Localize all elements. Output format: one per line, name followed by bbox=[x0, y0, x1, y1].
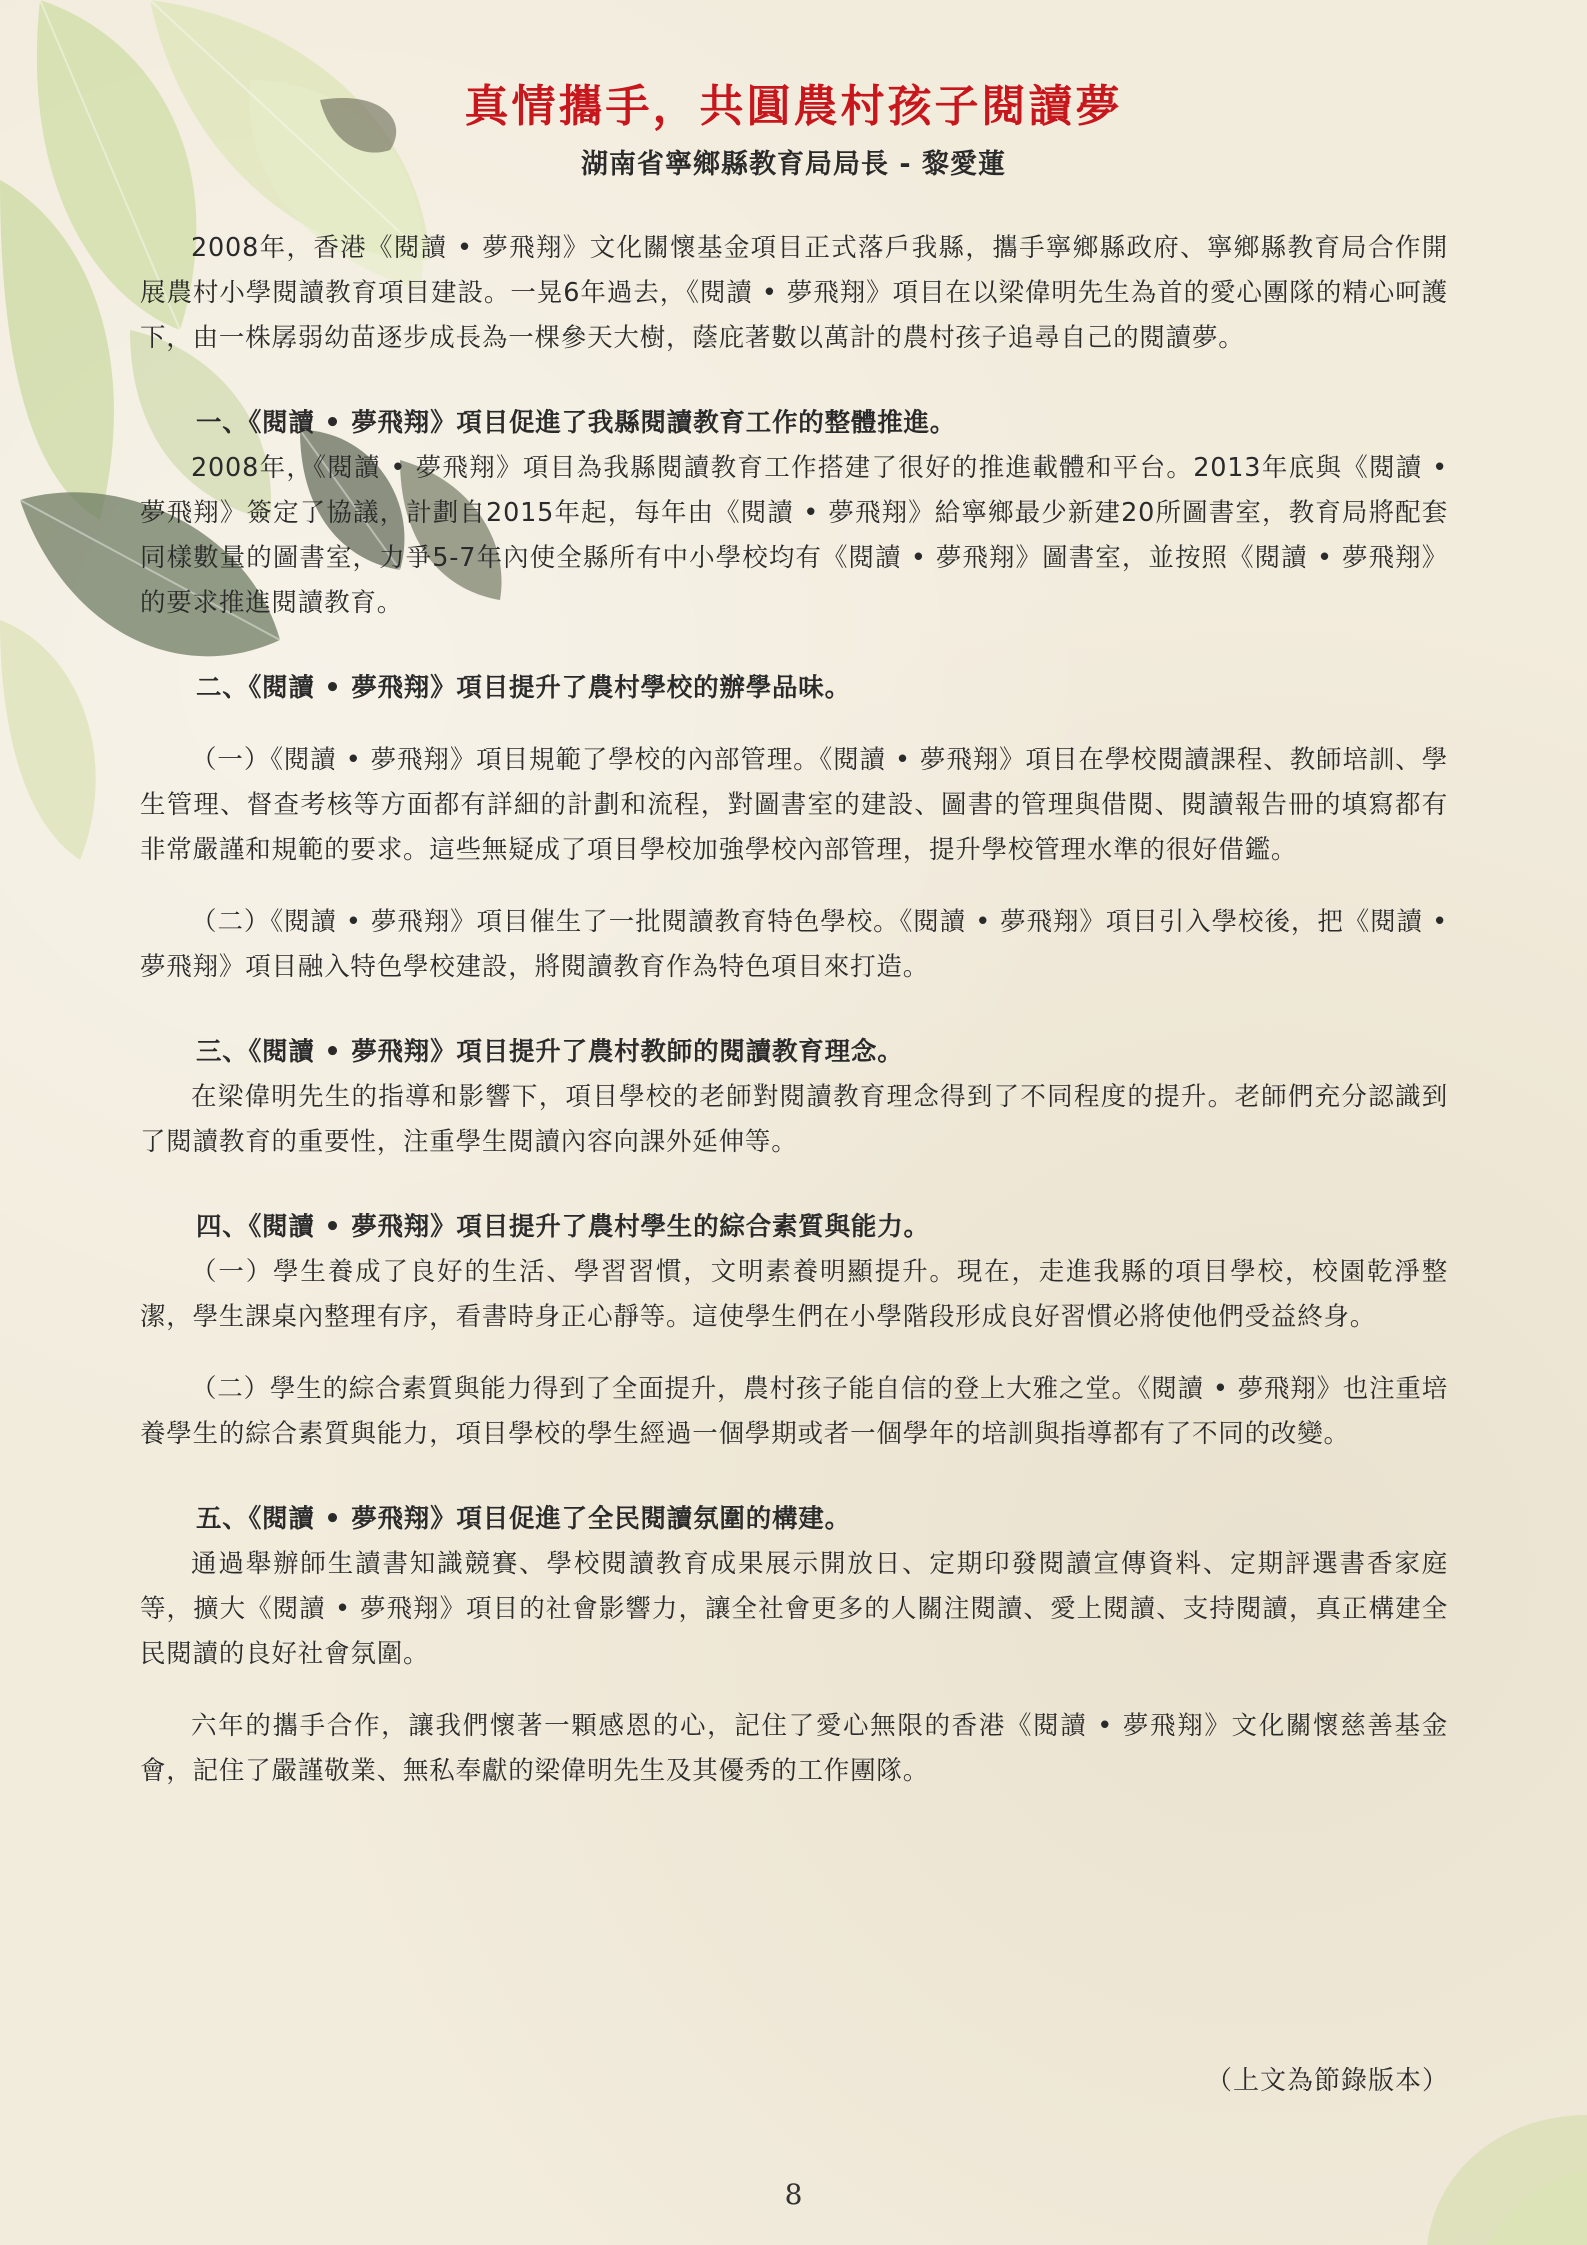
author-line: 湖南省寧鄉縣教育局局長 - 黎愛蓮 bbox=[580, 149, 1006, 180]
section-3-paragraph-1: 在梁偉明先生的指導和影響下，項目學校的老師對閱讀教育理念得到了不同程度的提升。老師們充分認識到了閱讀教育的重要性，注重學生閱讀內容向課外延伸等。 bbox=[140, 1082, 1448, 1157]
article-body bbox=[140, 226, 1448, 1794]
section-5-paragraph-1: 通過舉辦師生讀書知識競賽、學校閱讀教育成果展示開放日、定期印發閱讀宣傳資料、定期評選書香家庭等，擴大《閱讀 • 夢飛翔》項目的社會影響力，讓全社會更多的人關注閱讀、愛上閱讀、支持閱讀，真正構建全民閱讀的良好社會氛圍。 bbox=[140, 1549, 1448, 1669]
section-1-heading: 一、《閱讀 • 夢飛翔》項目促進了我縣閱讀教育工作的整體推進。 bbox=[196, 408, 957, 438]
intro-paragraph: 2008年，香港《閱讀 • 夢飛翔》文化關懷基金項目正式落戶我縣，攜手寧鄉縣政府、寧鄉縣教育局合作開展農村小學閱讀教育項目建設。一晃6年過去，《閱讀 • 夢飛翔》項目在以梁偉明先生為首的愛心團隊的精心呵護下，由一株孱弱幼苗逐步成長為一棵參天大樹，蔭庇著數以萬計的農村孩子追尋自己的閱讀夢。 bbox=[140, 233, 1448, 353]
section-4-heading: 四、《閱讀 • 夢飛翔》項目提升了農村學生的綜合素質與能力。 bbox=[196, 1212, 930, 1242]
page-number: 8 bbox=[784, 2178, 803, 2211]
page-title: 真情攜手，共圓農村孩子閱讀夢 bbox=[464, 81, 1123, 132]
section-2-paragraph-1: （一）《閱讀 • 夢飛翔》項目規範了學校的內部管理。《閱讀 • 夢飛翔》項目在學校閱讀課程、教師培訓、學生管理、督查考核等方面都有詳細的計劃和流程，對圖書室的建設、圖書的管理與借閱、閱讀報告冊的填寫都有非常嚴謹和規範的要求。這些無疑成了項目學校加強學校內部管理，提升學校管理水準的很好借鑑。 bbox=[140, 745, 1448, 865]
section-3-heading: 三、《閱讀 • 夢飛翔》項目提升了農村教師的閱讀教育理念。 bbox=[196, 1037, 904, 1067]
section-4-paragraph-1: （一）學生養成了良好的生活、學習習慣，文明素養明顯提升。現在，走進我縣的項目學校，校園乾淨整潔，學生課桌內整理有序，看書時身正心靜等。這使學生們在小學階段形成良好習慣必將使他們受益終身。 bbox=[140, 1257, 1448, 1332]
section-4-paragraph-2: （二）學生的綜合素質與能力得到了全面提升，農村孩子能自信的登上大雅之堂。《閱讀 • 夢飛翔》也注重培養學生的綜合素質與能力，項目學校的學生經過一個學期或者一個學年的培訓與指導都有了不同的改變。 bbox=[140, 1374, 1449, 1449]
section-5-heading: 五、《閱讀 • 夢飛翔》項目促進了全民閱讀氛圍的構建。 bbox=[196, 1504, 851, 1534]
excerpt-note: （上文為節錄版本） bbox=[1205, 2066, 1449, 2096]
section-2-paragraph-2: （二）《閱讀 • 夢飛翔》項目催生了一批閱讀教育特色學校。《閱讀 • 夢飛翔》項目引入學校後，把《閱讀 • 夢飛翔》項目融入特色學校建設，將閱讀教育作為特色項目來打造。 bbox=[140, 907, 1448, 982]
section-5-paragraph-2: 六年的攜手合作，讓我們懷著一顆感恩的心，記住了愛心無限的香港《閱讀 • 夢飛翔》文化關懷慈善基金會，記住了嚴謹敬業、無私奉獻的梁偉明先生及其優秀的工作團隊。 bbox=[140, 1711, 1448, 1786]
section-1-paragraph-1: 2008年，《閱讀 • 夢飛翔》項目為我縣閱讀教育工作搭建了很好的推進載體和平台。2013年底與《閱讀 • 夢飛翔》簽定了協議，計劃自2015年起，每年由《閱讀 • 夢飛翔》給寧鄉最少新建20所圖書室，教育局將配套同樣數量的圖書室，力爭5-7年內使全縣所有中小學校均有《閱讀 • 夢飛翔》圖書室，並按照《閱讀 • 夢飛翔》的要求推進閱讀教育。 bbox=[140, 453, 1448, 618]
section-2-heading: 二、《閱讀 • 夢飛翔》項目提升了農村學校的辦學品味。 bbox=[196, 673, 851, 703]
